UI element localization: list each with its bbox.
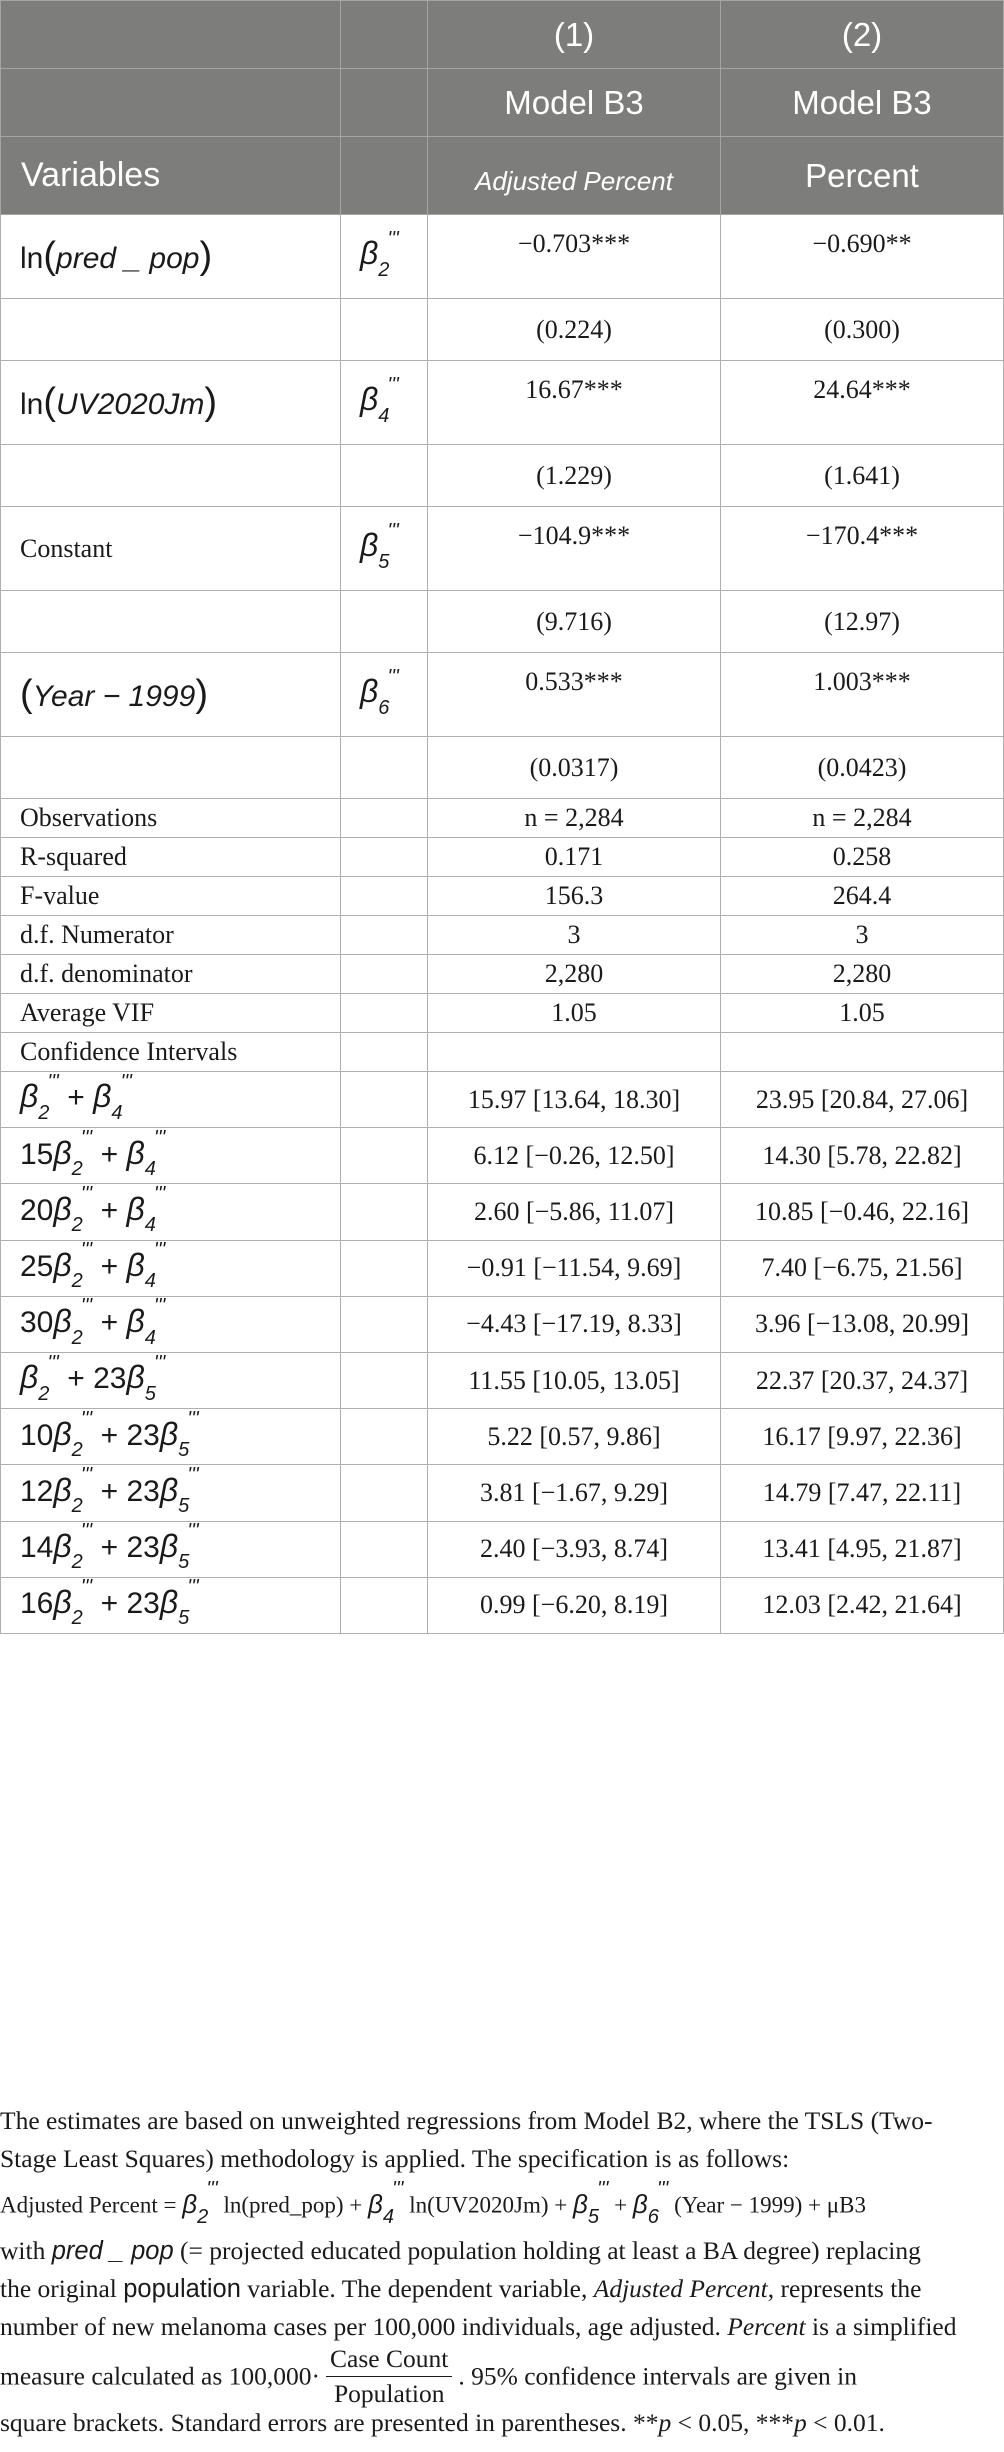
variable-label: (Year − 1999)	[1, 653, 341, 737]
ci-value-col2: 13.41 [4.95, 21.87]	[721, 1521, 1004, 1577]
standard-error-col1: (1.229)	[428, 445, 721, 507]
stat-value-col1: 1.05	[428, 994, 721, 1033]
standard-error-col1: (9.716)	[428, 591, 721, 653]
ci-value-col1: 2.60 [−5.86, 11.07]	[428, 1184, 721, 1240]
header-blank	[341, 69, 428, 137]
column-1-number: (1)	[428, 1, 721, 69]
stat-label: R-squared	[1, 838, 341, 877]
coefficient-col1: −0.703***	[428, 215, 721, 299]
variables-heading: Variables	[1, 137, 341, 215]
ci-combination: $12\beta_2''' + 23\beta_5'''$	[1, 1465, 341, 1521]
ci-value-col2: 7.40 [−6.75, 21.56]	[721, 1240, 1004, 1296]
row-ln-pred-pop-se	[1, 299, 1004, 361]
note-line-6: number of new melanoma cases per 100,000 individuals, age adjusted. Percent is a simplified	[0, 2311, 957, 2341]
ci-value-col1: 2.40 [−3.93, 8.74]	[428, 1521, 721, 1577]
stat-value-col1: 156.3	[428, 877, 721, 916]
stat-row	[1, 916, 1004, 955]
row-ln-pred-pop	[1, 215, 1004, 299]
ci-row	[1, 1128, 1004, 1184]
row-ln-uv-se	[1, 445, 1004, 507]
stat-value-col2: 1.05	[721, 994, 1004, 1033]
note-equation: Adjusted Percent = $\beta_2'''$ ln(pred_pop) + $\beta_4'''$ $\ln(UV2020Jm) + \beta_5''' + \beta_6'''$ (Year − 1999) + μB3	[0, 2178, 866, 2228]
ci-row	[1, 1296, 1004, 1352]
row-ln-uv	[1, 361, 1004, 445]
ci-value-col2: 23.95 [20.84, 27.06]	[721, 1072, 1004, 1128]
column-1-model: Model B3	[428, 69, 721, 137]
variable-label: Constant	[1, 507, 341, 591]
header-row-models	[1, 69, 1004, 137]
standard-error-col2: (0.300)	[721, 299, 1004, 361]
function-argument: pred _ pop	[56, 242, 200, 275]
stat-label: Observations	[1, 799, 341, 838]
coefficient-col2: −0.690**	[721, 215, 1004, 299]
header-blank	[1, 1, 341, 69]
ci-combination: $14\beta_2''' + 23\beta_5'''$	[1, 1521, 341, 1577]
beta-symbol: $\beta_2'''$	[341, 215, 428, 299]
header-row-numbers	[1, 1, 1004, 69]
ci-value-col1: 5.22 [0.57, 9.86]	[428, 1409, 721, 1465]
stat-value-col2: 0.258	[721, 838, 1004, 877]
standard-error-col2: (1.641)	[721, 445, 1004, 507]
stat-row	[1, 799, 1004, 838]
note-line-8: square brackets. Standard errors are presented in parentheses. **p < 0.05, ***p < 0.01.	[0, 2407, 885, 2437]
ci-combination: $15\beta_2''' + \beta_4'''$	[1, 1128, 341, 1184]
year-term: Year − 1999	[32, 680, 196, 713]
ci-value-col2: 16.17 [9.97, 22.36]	[721, 1409, 1004, 1465]
beta-symbol: $\beta_5'''$	[341, 507, 428, 591]
ci-value-col1: 11.55 [10.05, 13.05]	[428, 1352, 721, 1408]
ci-row	[1, 1409, 1004, 1465]
note-line-4: with pred _ pop (= projected educated population holding at least a BA degree) replacing	[0, 2235, 921, 2265]
header-row-variables	[1, 137, 1004, 215]
ci-value-col2: 10.85 [−0.46, 22.16]	[721, 1184, 1004, 1240]
ci-value-col2: 22.37 [20.37, 24.37]	[721, 1352, 1004, 1408]
stat-value-col1: 3	[428, 916, 721, 955]
ci-row	[1, 1240, 1004, 1296]
ci-combination: $30\beta_2''' + \beta_4'''$	[1, 1296, 341, 1352]
ci-value-col1: −0.91 [−11.54, 9.69]	[428, 1240, 721, 1296]
coefficient-col2: 1.003***	[721, 653, 1004, 737]
stat-label: d.f. denominator	[1, 955, 341, 994]
coefficient-col1: 0.533***	[428, 653, 721, 737]
header-blank	[341, 137, 428, 215]
note-line-7: measure calculated as 100,000· $\frac{\text{Case Count}}{\text{Population}}$ . 95% confidence intervals are given in	[0, 2343, 857, 2408]
column-1-dependent-variable: Adjusted Percent	[428, 137, 721, 215]
ci-row	[1, 1072, 1004, 1128]
stat-row	[1, 877, 1004, 916]
column-2-model: Model B3	[721, 69, 1004, 137]
standard-error-col1: (0.0317)	[428, 737, 721, 799]
stat-row	[1, 838, 1004, 877]
ci-combination: $20\beta_2''' + \beta_4'''$	[1, 1184, 341, 1240]
ci-value-col2: 12.03 [2.42, 21.64]	[721, 1577, 1004, 1633]
function-argument: UV2020Jm	[56, 388, 205, 421]
column-2-dependent-variable: Percent	[721, 137, 1004, 215]
function-name: ln	[20, 242, 44, 275]
row-year-se	[1, 737, 1004, 799]
ci-combination: $25\beta_2''' + \beta_4'''$	[1, 1240, 341, 1296]
header-blank	[1, 69, 341, 137]
error-term: μB3	[826, 2192, 866, 2218]
stat-value-col2: 2,280	[721, 955, 1004, 994]
ci-row	[1, 1184, 1004, 1240]
stat-label: Average VIF	[1, 994, 341, 1033]
row-year	[1, 653, 1004, 737]
ci-combination: $\beta_2''' + \beta_4'''$	[1, 1072, 341, 1128]
ci-combination: $\beta_2''' + 23\beta_5'''$	[1, 1352, 341, 1408]
stat-label: d.f. Numerator	[1, 916, 341, 955]
stat-value-col1: 2,280	[428, 955, 721, 994]
stat-value-col1: n = 2,284	[428, 799, 721, 838]
header-blank	[341, 1, 428, 69]
table-footnote	[0, 2102, 1000, 2442]
stat-value-col1: 0.171	[428, 838, 721, 877]
coefficient-col2: −170.4***	[721, 507, 1004, 591]
ci-value-col1: 6.12 [−0.26, 12.50]	[428, 1128, 721, 1184]
ci-row	[1, 1521, 1004, 1577]
note-line-1: The estimates are based on unweighted regressions from Model B2, where the TSLS (Two-	[0, 2106, 933, 2135]
stat-value-col2: n = 2,284	[721, 799, 1004, 838]
stat-label: Confidence Intervals	[1, 1033, 341, 1072]
row-constant-se	[1, 591, 1004, 653]
row-constant	[1, 507, 1004, 591]
ci-value-col2: 14.30 [5.78, 22.82]	[721, 1128, 1004, 1184]
ci-row	[1, 1465, 1004, 1521]
coefficient-col1: 16.67***	[428, 361, 721, 445]
ci-row	[1, 1352, 1004, 1408]
stat-label: F-value	[1, 877, 341, 916]
ci-value-col2: 3.96 [−13.08, 20.99]	[721, 1296, 1004, 1352]
ci-combination: $10\beta_2''' + 23\beta_5'''$	[1, 1409, 341, 1465]
stat-value-col2: 264.4	[721, 877, 1004, 916]
stat-value-col2	[721, 1033, 1004, 1072]
ci-value-col1: 0.99 [−6.20, 8.19]	[428, 1577, 721, 1633]
standard-error-col1: (0.224)	[428, 299, 721, 361]
stat-row	[1, 955, 1004, 994]
note-line-5: the original population variable. The dependent variable, Adjusted Percent, represents the	[0, 2273, 922, 2303]
variable-label: ln(UV2020Jm)	[1, 361, 341, 445]
ci-value-col2: 14.79 [7.47, 22.11]	[721, 1465, 1004, 1521]
coefficient-col1: −104.9***	[428, 507, 721, 591]
stat-value-col2: 3	[721, 916, 1004, 955]
ci-value-col1: −4.43 [−17.19, 8.33]	[428, 1296, 721, 1352]
standard-error-col2: (12.97)	[721, 591, 1004, 653]
beta-symbol: $\beta_6'''$	[341, 653, 428, 737]
stat-value-col1	[428, 1033, 721, 1072]
ci-value-col1: 3.81 [−1.67, 9.29]	[428, 1465, 721, 1521]
ci-row	[1, 1577, 1004, 1633]
note-line-2: Stage Least Squares) methodology is applied. The specification is as follows:	[0, 2144, 790, 2173]
standard-error-col2: (0.0423)	[721, 737, 1004, 799]
function-name: ln	[20, 388, 44, 421]
coefficient-col2: 24.64***	[721, 361, 1004, 445]
variable-label: ln(pred _ pop)	[1, 215, 341, 299]
stat-row	[1, 994, 1004, 1033]
stat-row	[1, 1033, 1004, 1072]
beta-symbol: $\beta_4'''$	[341, 361, 428, 445]
ci-value-col1: 15.97 [13.64, 18.30]	[428, 1072, 721, 1128]
column-2-number: (2)	[721, 1, 1004, 69]
ci-combination: $16\beta_2''' + 23\beta_5'''$	[1, 1577, 341, 1633]
fraction: $\frac{\text{Case Count}}{\text{Population}}$	[326, 2344, 452, 2409]
